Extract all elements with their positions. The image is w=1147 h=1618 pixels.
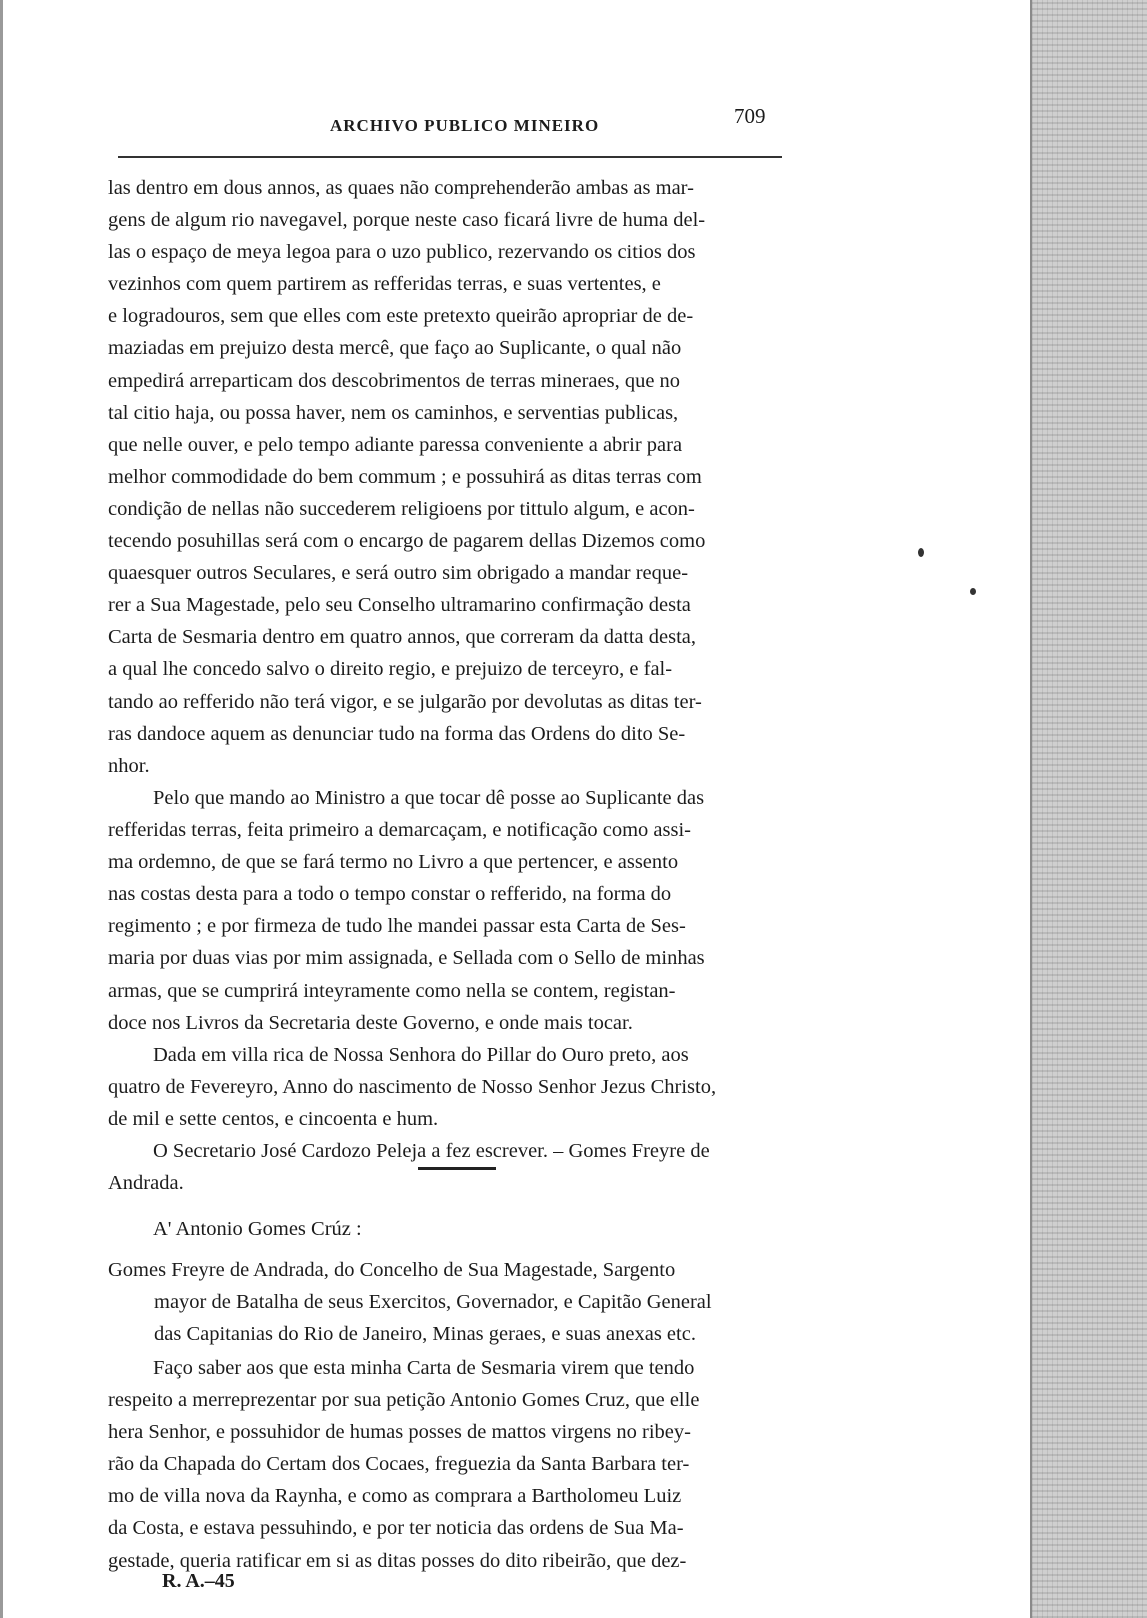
page-number: 709: [734, 104, 766, 128]
signature-mark: R. A.–45: [162, 1570, 235, 1592]
section-heading-text: A' Antonio Gomes Crúz :: [153, 1218, 362, 1240]
text-line: Faço saber aos que esta minha Carta de Sesmaria virem que tendo: [153, 1357, 695, 1379]
text-line: respeito a merreprezentar por sua petição Antonio Gomes Cruz, que elle: [108, 1389, 700, 1412]
text-line: rão da Chapada do Certam dos Cocaes, freguezia da Santa Barbara ter-: [108, 1453, 690, 1476]
ink-speck: [970, 588, 976, 595]
text-line: melhor commodidade do bem commum ; e possuhirá as ditas terras com: [108, 465, 702, 488]
scan-left-edge: [0, 0, 3, 1618]
text-line: rer a Sua Magestade, pelo seu Conselho ultramarino confirmação desta: [108, 594, 691, 617]
text-line: que nelle ouver, e pelo tempo adiante paressa conveniente a abrir para: [108, 433, 683, 456]
text-line: las o espaço de meya legoa para o uzo publico, rezervando os citios dos: [108, 241, 696, 264]
text-line: Gomes Freyre de Andrada, do Concelho de Sua Magestade, Sargento: [108, 1259, 676, 1281]
paragraph-5: [108, 1352, 788, 1577]
text-line: mayor de Batalha de seus Exercitos, Governador, e Capitão General: [154, 1291, 712, 1314]
text-line: quatro de Fevereyro, Anno do nascimento de Nosso Senhor Jezus Christo,: [108, 1076, 717, 1099]
paragraph-1: [108, 172, 788, 782]
text-line: quaesquer outros Seculares, e será outro sim obrigado a mandar reque-: [108, 562, 689, 585]
text-line: armas, que se cumprirá inteyramente como nella se contem, registan-: [108, 979, 676, 1002]
ink-speck: [918, 548, 924, 557]
text-line: maziadas em prejuizo desta mercê, que faço ao Suplicante, o qual não: [108, 337, 682, 360]
text-line: empedirá arreparticam dos descobrimentos de terras mineraes, que no: [108, 369, 681, 392]
text-line: doce nos Livros da Secretaria deste Governo, e onde mais tocar.: [108, 1011, 633, 1034]
text-line: condição de nellas não succederem religioens por tittulo algum, e acon-: [108, 497, 695, 520]
text-line: a qual lhe concedo salvo o direito regio, e prejuizo de terceyro, e fal-: [108, 658, 673, 681]
header-rule: [118, 156, 782, 158]
paragraph-3: [108, 1039, 788, 1135]
text-line: nas costas desta para a todo o tempo constar o refferido, na forma do: [108, 883, 672, 906]
text-line: nhor.: [108, 754, 150, 777]
text-line: de mil e sette centos, e cincoenta e hum.: [108, 1108, 439, 1131]
text-line: O Secretario José Cardozo Peleja a fez escrever. – Gomes Freyre de: [153, 1140, 710, 1162]
text-line: tecendo posuhillas será com o encargo de pagarem dellas Dizemos como: [108, 530, 706, 553]
text-line: Pelo que mando ao Ministro a que tocar dê posse ao Suplicante das: [153, 787, 705, 809]
text-line: tando ao refferido não terá vigor, e se julgarão por devolutas as ditas ter-: [108, 690, 702, 713]
text-line: Andrada.: [108, 1172, 184, 1195]
paragraph-2: [108, 782, 788, 1039]
text-line: vezinhos com quem partirem as refferidas terras, e suas vertentes, e: [108, 273, 661, 296]
text-line: Carta de Sesmaria dentro em quatro annos, que correram da datta desta,: [108, 626, 697, 649]
section-heading: [108, 1213, 788, 1245]
text-line: das Capitanias do Rio de Janeiro, Minas geraes, e suas anexas etc.: [154, 1323, 696, 1346]
text-line: tal citio haja, ou possa haver, nem os caminhos, e serventias publicas,: [108, 401, 679, 424]
text-line: las dentro em dous annos, as quaes não comprehenderão ambas as mar-: [108, 177, 694, 199]
text-line: e logradouros, sem que elles com este pretexto queirão apropriar de de-: [108, 305, 694, 328]
running-head: ARCHIVO PUBLICO MINEIRO: [330, 116, 600, 135]
text-line: regimento ; e por firmeza de tudo lhe mandei passar esta Carta de Ses-: [108, 915, 686, 938]
text-line: gens de algum rio navegavel, porque neste caso ficará livre de huma del-: [108, 209, 706, 232]
section-divider: [418, 1167, 496, 1170]
text-line: Dada em villa rica de Nossa Senhora do Pillar do Ouro preto, aos: [153, 1044, 689, 1066]
text-line: mo de villa nova da Raynha, e como as comprara a Bartholomeu Luiz: [108, 1485, 682, 1508]
text-line: da Costa, e estava pessuhindo, e por ter noticia das ordens de Sua Ma-: [108, 1517, 684, 1540]
text-line: ma ordemno, de que se fará termo no Livro a que pertencer, e assento: [108, 851, 679, 874]
text-line: maria por duas vias por mim assignada, e Sellada com o Sello de minhas: [108, 947, 705, 970]
text-line: ras dandoce aquem as denunciar tudo na forma das Ordens do dito Se-: [108, 722, 686, 745]
scan-page-edge: [1030, 0, 1147, 1618]
text-line: hera Senhor, e possuhidor de humas posses de mattos virgens no ribey-: [108, 1421, 691, 1444]
section-intro: [108, 1254, 788, 1350]
text-line: refferidas terras, feita primeiro a demarcaçam, e notificação como assi-: [108, 819, 691, 842]
text-line: gestade, queria ratificar em si as ditas posses do dito ribeirão, que dez-: [108, 1549, 687, 1572]
